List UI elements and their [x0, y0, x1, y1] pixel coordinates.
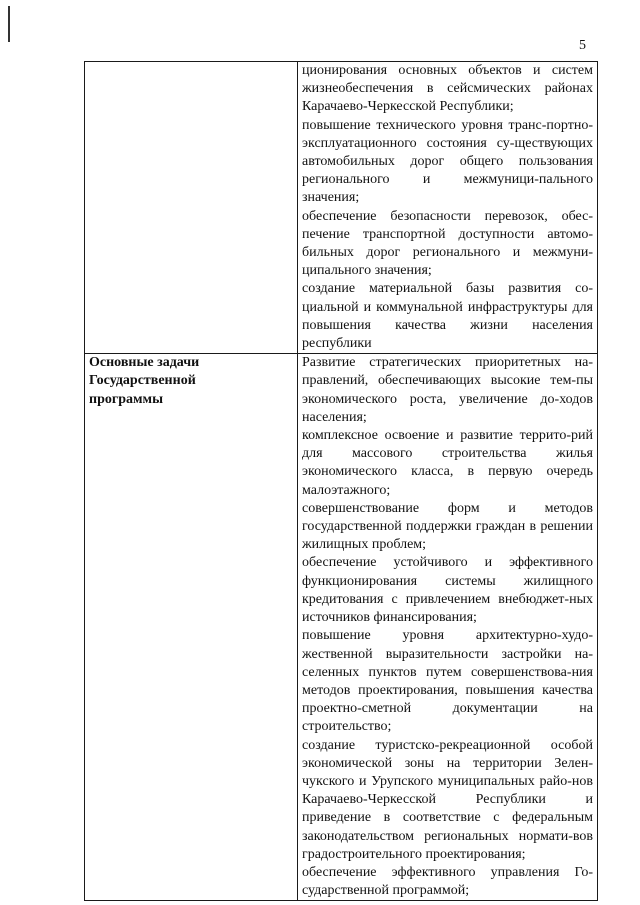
row-label-cell: [85, 62, 298, 354]
paragraph: повышение технического уровня транс-портно-эксплуатационного состояния су-ществующих автомобильных дорог общего пользования регионального и межмуници-пального значения;: [302, 117, 593, 206]
program-table: [84, 61, 598, 901]
paragraph: Развитие стратегических приоритетных на-правлений, обеспечивающих высокие тем-пы экономического роста, увеличение до-ходов населения;: [302, 355, 593, 425]
table-row: [85, 354, 598, 901]
row-label-cell: [85, 354, 298, 901]
paragraph: комплексное освоение и развитие террито-рий для массового строительства жилья экономического класса, в первую очередь малоэтажного;: [302, 428, 593, 498]
margin-mark: [8, 6, 10, 42]
row-content-cell: [298, 354, 598, 901]
paragraph: создание материальной базы развития со-циальной и коммунальной инфраструктуры для повышения качества жизни населения республики: [302, 281, 593, 352]
paragraph: обеспечение устойчивого и эффективного функционирования системы жилищного кредитования с привлечением внебюджет-ных источников финансирования;: [302, 555, 593, 626]
page-number: 5: [579, 38, 586, 53]
paragraph: совершенствование форм и методов государственной поддержки граждан в решении жилищных проблем;: [302, 500, 593, 553]
row-label-line: Государственной: [89, 373, 196, 389]
paragraph: повышение уровня архитектурно-худо-жественной выразительности застройки на-селенных пунктов путем совершенствова-ния методов проектирования, повышения качества проектно-сметной документации на строительство;: [302, 628, 593, 735]
table-row: [85, 62, 598, 354]
row-label-line: программы: [89, 391, 163, 407]
paragraph: ционирования основных объектов и систем жизнеобеспечения в сейсмических районах Карачаево-Черкесской Республики;: [302, 63, 593, 115]
paragraph: создание туристско-рекреационной особой экономической зоны на территории Зелен-чукского и Урупского муниципальных райо-нов Карачаево-Черкесской Республики и приведение в соответствие с федеральным законодательством региональных нормати-вов градостроительного проектирования;: [302, 737, 593, 862]
row-label-line: Основные задачи: [89, 355, 200, 371]
paragraph: обеспечение эффективного управления Го-сударственной программой;: [302, 864, 593, 899]
row-content-cell: [298, 62, 598, 354]
paragraph: обеспечение безопасности перевозок, обес-печение транспортной доступности автомо-бильных дорог регионального и межмуни-ципального значения;: [302, 208, 593, 279]
